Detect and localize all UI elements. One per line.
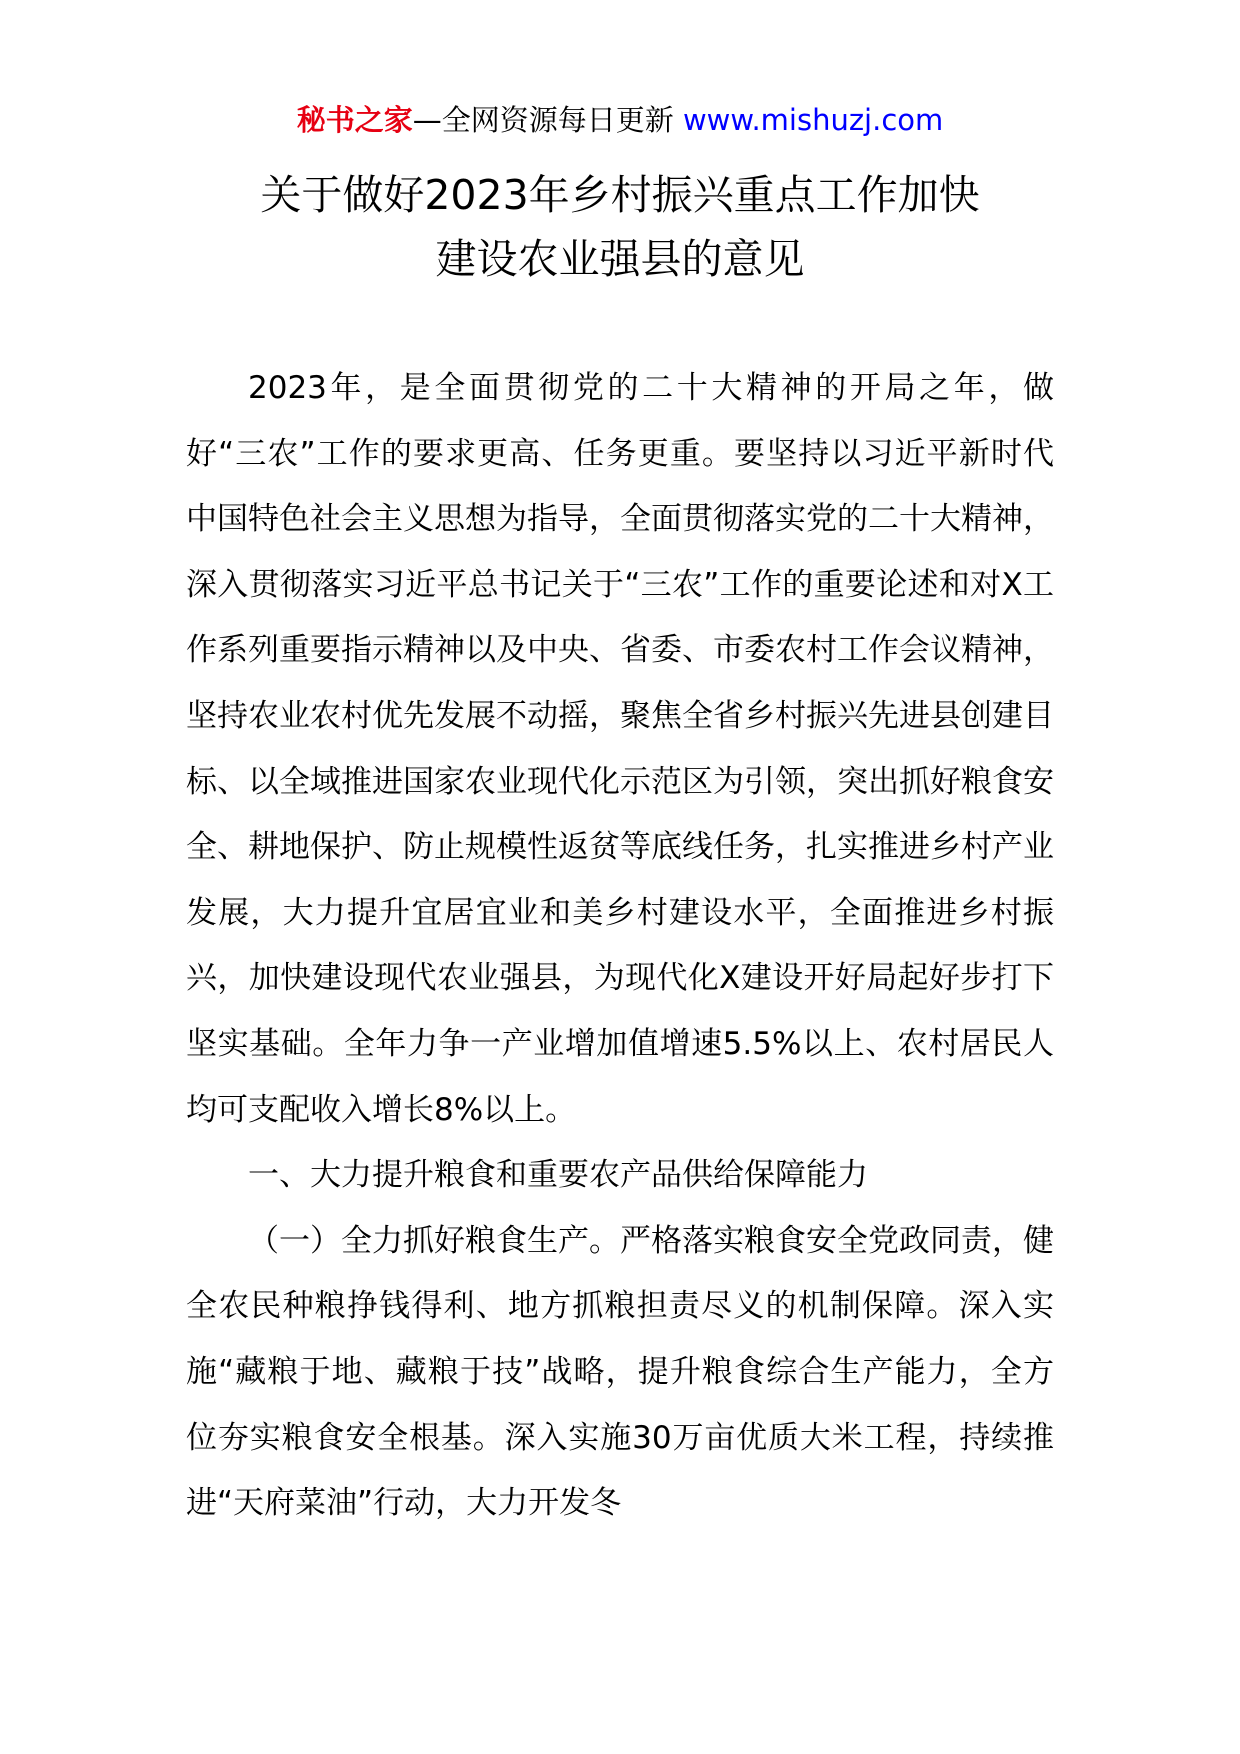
site-url-link[interactable]: www.mishuzj.com [682, 103, 944, 137]
site-header [0, 100, 1240, 140]
section-1-item-1: （一）全力抓好粮食生产。严格落实粮食安全党政同责，健全农民种粮挣钱得利、地方抓粮担责尽义的机制保障。深入实施“藏粮于地、藏粮于技”战略，提升粮食综合生产能力，全方位夯实粮食安全根基。深入实施30万亩优质大米工程，持续推进“天府菜油”行动，大力开发冬 [186, 1222, 1054, 1522]
document-body [186, 356, 1054, 1537]
title-line-1: 关于做好2023年乡村振兴重点工作加快 [260, 171, 980, 219]
brand-name: 秘书之家 [296, 103, 413, 137]
document-title [0, 163, 1240, 291]
section-1-heading: 一、大力提升粮食和重要农产品供给保障能力 [248, 1157, 868, 1194]
header-tagline: —全网资源每日更新 [412, 103, 674, 137]
title-line-2: 建设农业强县的意见 [435, 235, 805, 283]
intro-paragraph: 2023年，是全面贯彻党的二十大精神的开局之年，做好“三农”工作的要求更高、任务更重。要坚持以习近平新时代中国特色社会主义思想为指导，全面贯彻落实党的二十大精神，深入贯彻落实习近平总书记关于“三农”工作的重要论述和对X工作系列重要指示精神以及中央、省委、市委农村工作会议精神，坚持农业农村优先发展不动摇，聚焦全省乡村振兴先进县创建目标、以全域推进国家农业现代化示范区为引领，突出抓好粮食安全、耕地保护、防止规模性返贫等底线任务，扎实推进乡村产业发展，大力提升宜居宜业和美乡村建设水平，全面推进乡村振兴，加快建设现代农业强县，为现代化X建设开好局起好步打下坚实基础。全年力争一产业增加值增速5.5%以上、农村居民人均可支配收入增长8%以上。 [186, 370, 1054, 1128]
